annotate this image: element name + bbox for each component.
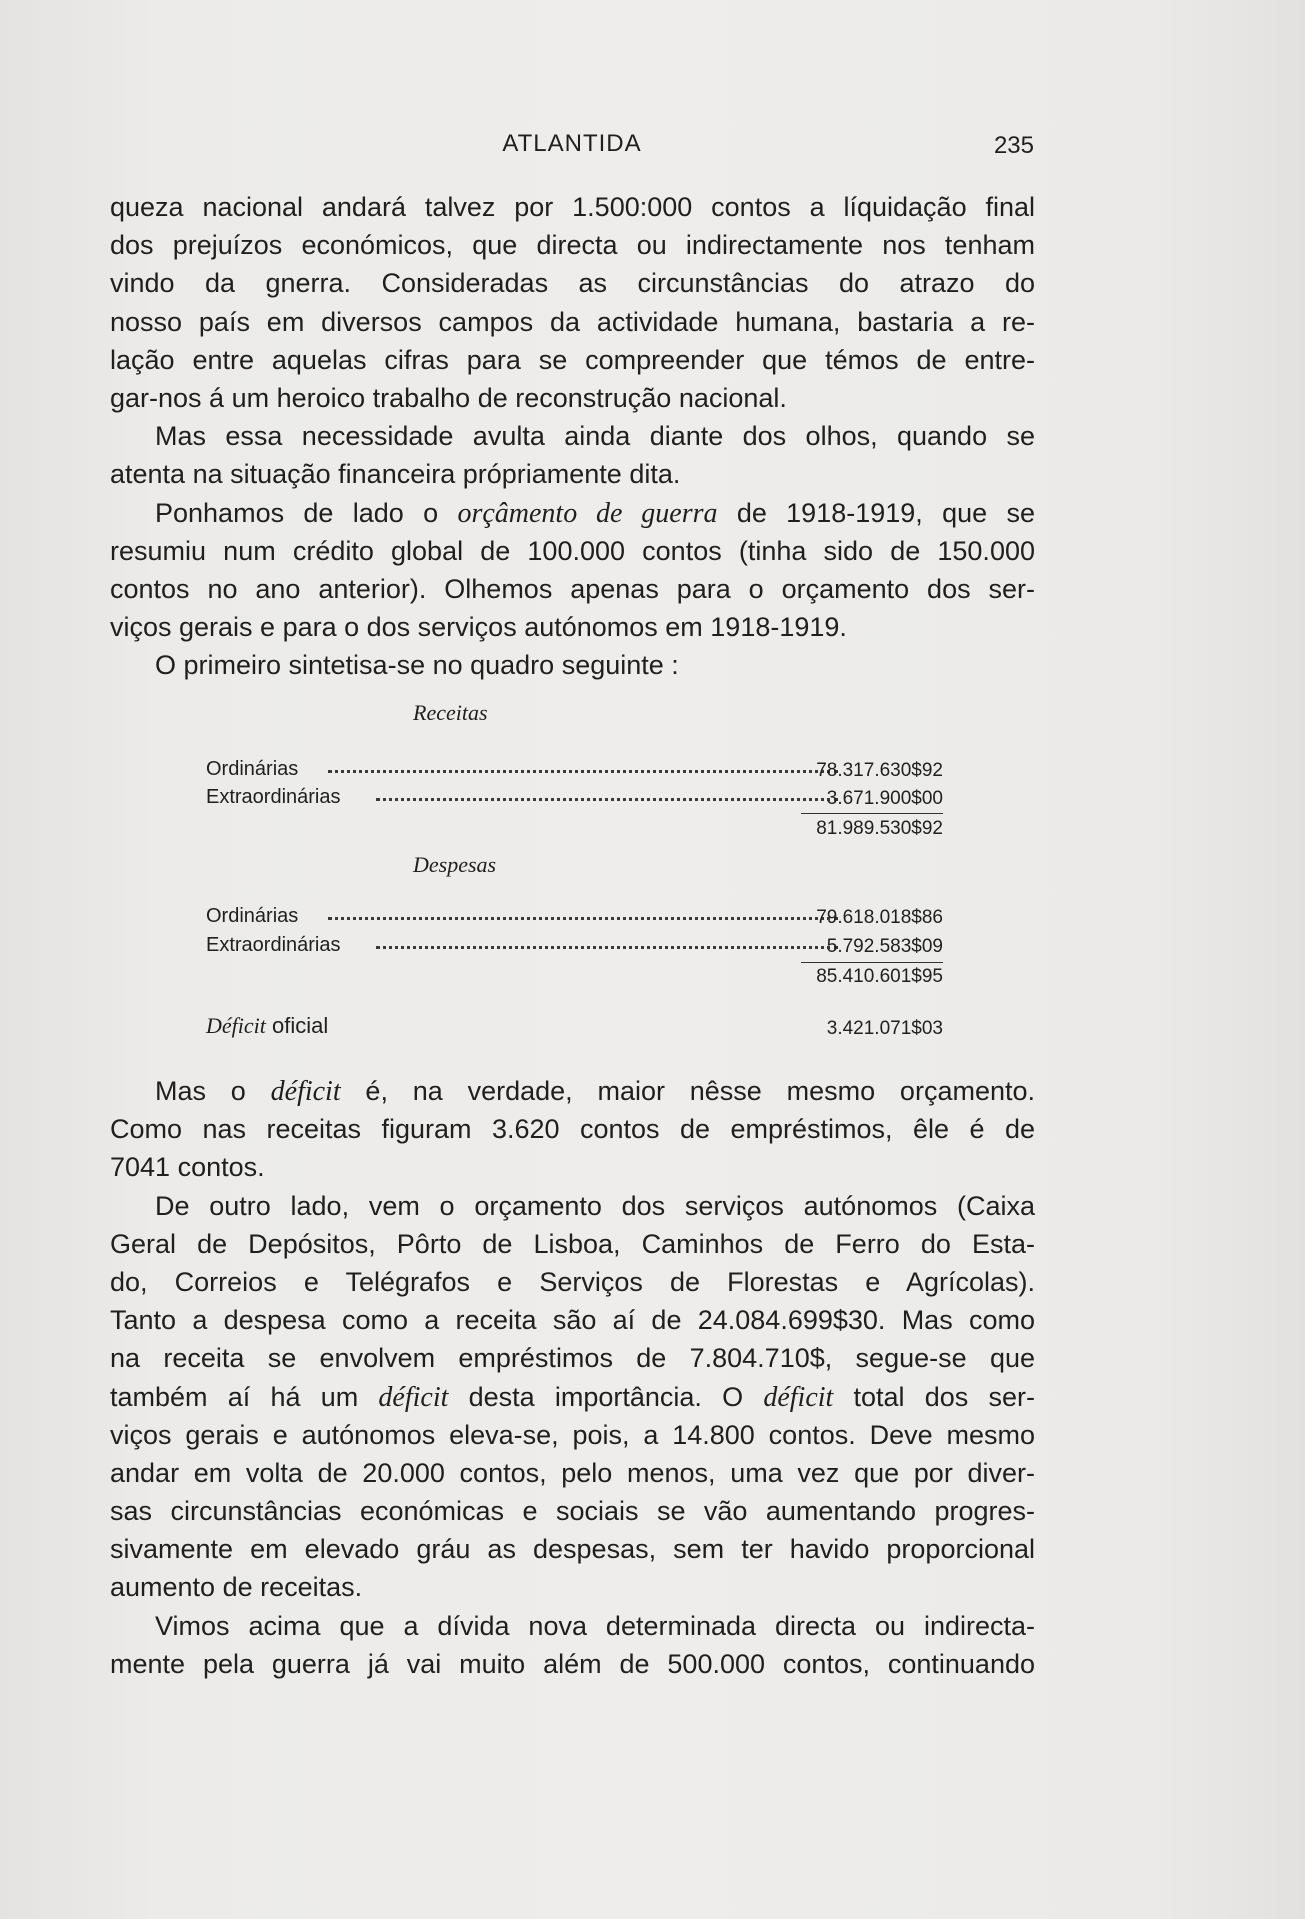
text-line: Mas essa necessidade avulta ainda diante dos olhos, quando se [155,421,1035,452]
text-run: é, na verdade, maior nêsse mesmo orçamento. [340,1076,1036,1106]
text-line: sivamente em elevado gráu as despesas, sem ter havido proporcional [110,1534,1035,1565]
text-line: 7041 contos. [110,1152,265,1183]
text-line [110,494,1035,532]
text-line: atenta na situação financeira própriamente dita. [110,459,681,490]
italic-term: orçâmento de guerra [457,497,718,529]
despesas-total-value: 85.410.601$95 [816,966,943,987]
text-line: mente pela guerra já vai muito além de 500.000 contos, continuando [110,1648,1035,1679]
text-run: também aí há um [110,1381,379,1412]
text-line: na receita se envolvem empréstimos de 7.804.710$, segue-se que [110,1343,1035,1374]
page-number: 235 [993,132,1034,159]
receitas-ordinarias-value: 78.317.630$92 [816,760,943,781]
text-line: contos no ano anterior). Olhemos apenas para o orçamento dos ser- [110,573,1035,604]
receitas-ordinarias-label: Ordinárias [206,758,299,780]
text-line: O primeiro sintetisa-se no quadro seguinte : [155,650,679,681]
deficit-value: 3.421.071$03 [826,1018,943,1039]
text-line: Vimos acima que a dívida nova determinada directa ou indirecta- [155,1610,1035,1641]
text-line: vindo da gnerra. Consideradas as circunstâncias do atrazo do [110,268,1035,299]
italic-term: déficit [378,1381,449,1413]
text-line: viços gerais e autónomos eleva-se, pois, a 14.800 contos. Deve mesmo [110,1419,1035,1450]
text-line: lação entre aquelas cifras para se compreender que témos de entre- [110,344,1035,375]
text-run: de 1918-1919, que se [717,497,1035,528]
text-line [110,1072,1035,1110]
deficit-italic: Déficit [206,1013,266,1038]
text-line: dos prejuízos económicos, que directa ou indirectamente nos tenham [110,230,1035,261]
body-text-top [110,188,1035,684]
text-line: sas circunstâncias económicas e sociais se vão aumentando progres- [110,1496,1035,1527]
page-header [110,130,1034,166]
italic-term: déficit [270,1076,341,1107]
text-line: gar-nos á um heroico trabalho de reconstrução nacional. [110,382,787,413]
budget-table [110,700,1035,1060]
body-text-bottom [110,1072,1035,1683]
receitas-total-value: 81.989.530$92 [816,818,943,839]
text-line: Geral de Depósitos, Pôrto de Lisboa, Caminhos de Ferro do Esta- [110,1228,1035,1259]
text-line: De outro lado, vem o orçamento dos serviços autónomos (Caixa [155,1190,1035,1221]
sum-rule [801,813,943,814]
text-line [110,1378,1035,1416]
deficit-label-rest: oficial [265,1013,329,1038]
despesas-ordinarias-value: 79.618.018$86 [816,907,943,928]
text-run: desta importância. O [448,1381,764,1412]
deficit-label [206,1013,328,1039]
text-line: andar em volta de 20.000 contos, pelo menos, uma vez que por diver- [110,1457,1035,1488]
despesas-extraordinarias-value: 5.792.583$09 [826,936,943,957]
dot-leader [376,796,838,801]
text-line: resumiu num crédito global de 100.000 contos (tinha sido de 150.000 [110,535,1035,566]
dot-leader [376,944,838,949]
dot-leader [328,768,838,773]
text-line: nosso país em diversos campos da actividade humana, bastaria a re- [110,306,1035,337]
sum-rule [801,962,943,963]
text-line: aumento de receitas. [110,1572,363,1603]
receitas-heading: Receitas [413,700,488,725]
despesas-extraordinarias-label: Extraordinárias [206,934,341,956]
receitas-extraordinarias-label: Extraordinárias [206,786,341,808]
running-title: ATLANTIDA [502,130,642,157]
text-line: do, Correios e Telégrafos e Serviços de Florestas e Agrícolas). [110,1266,1035,1297]
text-run: total dos ser- [833,1381,1035,1412]
text-line: Como nas receitas figuram 3.620 contos de empréstimos, êle é de [110,1114,1035,1145]
text-run: Ponhamos de lado o [155,497,458,528]
receitas-extraordinarias-value: 3.671.900$00 [826,788,943,809]
despesas-heading: Despesas [413,852,497,877]
dot-leader [328,915,838,920]
text-line: Tanto a despesa como a receita são aí de 24.084.699$30. Mas como [110,1305,1035,1336]
text-line: viços gerais e para o dos serviços autónomos em 1918-1919. [110,612,847,643]
despesas-ordinarias-label: Ordinárias [206,905,299,927]
italic-term: déficit [763,1381,834,1413]
text-line: queza nacional andará talvez por 1.500:000 contos a líquidação final [110,192,1035,222]
text-run: Mas o [155,1076,271,1106]
